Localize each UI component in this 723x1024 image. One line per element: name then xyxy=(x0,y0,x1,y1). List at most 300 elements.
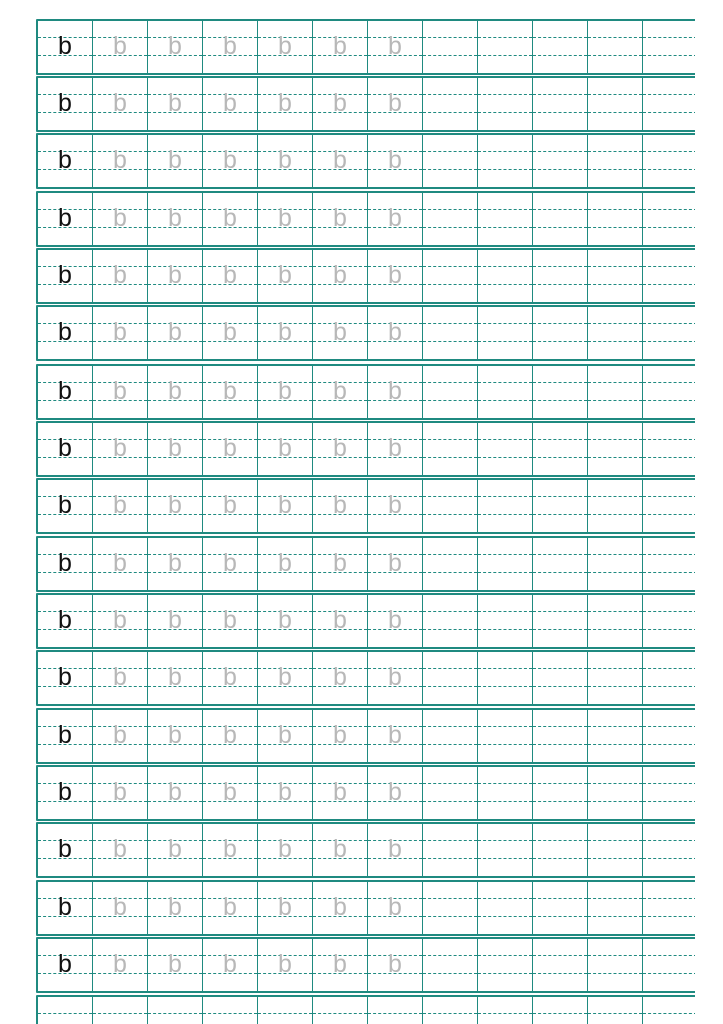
trace-cell xyxy=(93,882,148,934)
guide-line-baseline xyxy=(643,572,695,573)
guide-line-upper xyxy=(643,898,695,899)
trace-cell xyxy=(258,21,313,73)
guide-line-upper xyxy=(93,1013,147,1014)
guide-line-baseline xyxy=(643,227,695,228)
blank-practice-cell xyxy=(478,135,533,187)
guide-line-baseline xyxy=(423,686,477,687)
guide-line-upper xyxy=(423,554,477,555)
trace-letter: b xyxy=(113,146,127,174)
guide-line-upper xyxy=(423,726,477,727)
guide-line-baseline xyxy=(588,227,642,228)
trace-letter: b xyxy=(223,491,237,519)
trace-cell xyxy=(368,21,423,73)
guide-line-baseline xyxy=(478,457,532,458)
guide-line-baseline xyxy=(423,169,477,170)
trace-cell xyxy=(93,78,148,130)
model-cell xyxy=(38,710,93,762)
trace-cell xyxy=(368,824,423,876)
blank-practice-cell xyxy=(588,824,643,876)
blank-practice-cell xyxy=(533,135,588,187)
model-letter: b xyxy=(58,893,72,921)
trace-letter: b xyxy=(388,204,402,232)
guide-line-baseline xyxy=(533,629,587,630)
guide-line-baseline xyxy=(533,284,587,285)
guide-line-upper xyxy=(423,783,477,784)
guide-line-upper xyxy=(643,209,695,210)
model-letter: b xyxy=(58,261,72,289)
trace-letter: b xyxy=(223,778,237,806)
trace-cell xyxy=(203,882,258,934)
guide-line-upper xyxy=(478,382,532,383)
model-cell xyxy=(38,882,93,934)
guide-line-upper xyxy=(588,898,642,899)
model-letter: b xyxy=(58,950,72,978)
blank-practice-cell xyxy=(423,652,478,704)
blank-practice-cell xyxy=(423,595,478,647)
guide-line-upper xyxy=(423,1013,477,1014)
trace-cell xyxy=(203,135,258,187)
trace-letter: b xyxy=(113,835,127,863)
guide-line-upper xyxy=(478,783,532,784)
trace-letter: b xyxy=(388,721,402,749)
guide-line-upper xyxy=(533,209,587,210)
blank-practice-cell xyxy=(588,538,643,590)
guide-line-baseline xyxy=(423,629,477,630)
trace-letter: b xyxy=(113,204,127,232)
trace-cell xyxy=(93,135,148,187)
trace-letter: b xyxy=(113,893,127,921)
blank-practice-cell xyxy=(643,135,695,187)
trace-cell xyxy=(148,135,203,187)
trace-cell xyxy=(313,824,368,876)
trace-cell xyxy=(93,366,148,418)
guide-line-upper xyxy=(478,266,532,267)
blank-practice-cell xyxy=(478,882,533,934)
trace-cell xyxy=(148,21,203,73)
trace-letter: b xyxy=(278,721,292,749)
trace-letter: b xyxy=(278,778,292,806)
trace-letter: b xyxy=(333,606,347,634)
trace-cell xyxy=(258,78,313,130)
guide-line-baseline xyxy=(588,629,642,630)
model-letter: b xyxy=(58,663,72,691)
trace-cell xyxy=(313,135,368,187)
guide-line-upper xyxy=(588,323,642,324)
trace-cell xyxy=(148,366,203,418)
guide-line-baseline xyxy=(478,227,532,228)
guide-line-upper xyxy=(588,955,642,956)
guide-line-upper xyxy=(533,382,587,383)
guide-line-baseline xyxy=(478,284,532,285)
trace-cell xyxy=(93,710,148,762)
guide-line-baseline xyxy=(423,284,477,285)
trace-letter: b xyxy=(278,261,292,289)
model-cell xyxy=(38,939,93,991)
guide-line-upper xyxy=(478,955,532,956)
trace-cell xyxy=(258,824,313,876)
guide-line-baseline xyxy=(423,973,477,974)
blank-practice-cell xyxy=(588,250,643,302)
trace-cell xyxy=(93,824,148,876)
trace-letter: b xyxy=(278,434,292,462)
guide-line-baseline xyxy=(588,400,642,401)
guide-line-baseline xyxy=(643,169,695,170)
trace-cell xyxy=(148,423,203,475)
guide-line-upper xyxy=(478,611,532,612)
guide-line-upper xyxy=(478,209,532,210)
blank-practice-cell xyxy=(533,710,588,762)
blank-practice-cell xyxy=(533,997,588,1024)
blank-practice-cell xyxy=(588,307,643,359)
practice-row xyxy=(36,822,695,878)
blank-practice-cell xyxy=(478,538,533,590)
trace-letter: b xyxy=(278,663,292,691)
trace-cell xyxy=(203,480,258,532)
trace-letter: b xyxy=(223,663,237,691)
model-letter: b xyxy=(58,377,72,405)
trace-letter: b xyxy=(113,778,127,806)
guide-line-baseline xyxy=(478,916,532,917)
trace-letter: b xyxy=(333,261,347,289)
model-letter: b xyxy=(58,549,72,577)
blank-practice-cell xyxy=(643,595,695,647)
guide-line-baseline xyxy=(588,55,642,56)
blank-practice-cell xyxy=(533,366,588,418)
trace-cell xyxy=(313,997,368,1024)
blank-practice-cell xyxy=(643,366,695,418)
guide-line-baseline xyxy=(423,572,477,573)
blank-practice-cell xyxy=(478,366,533,418)
blank-practice-cell xyxy=(643,78,695,130)
blank-practice-cell xyxy=(423,824,478,876)
practice-row xyxy=(36,995,695,1024)
trace-letter: b xyxy=(113,261,127,289)
trace-cell xyxy=(313,423,368,475)
trace-cell xyxy=(148,78,203,130)
blank-practice-cell xyxy=(533,480,588,532)
trace-letter: b xyxy=(223,950,237,978)
blank-practice-cell xyxy=(533,652,588,704)
trace-cell xyxy=(93,423,148,475)
trace-letter: b xyxy=(333,950,347,978)
trace-cell xyxy=(258,480,313,532)
guide-line-baseline xyxy=(643,284,695,285)
trace-letter: b xyxy=(168,377,182,405)
model-cell xyxy=(38,307,93,359)
trace-cell xyxy=(258,307,313,359)
guide-line-baseline xyxy=(643,629,695,630)
trace-letter: b xyxy=(168,663,182,691)
trace-letter: b xyxy=(388,663,402,691)
guide-line-upper xyxy=(368,1013,422,1014)
trace-letter: b xyxy=(168,32,182,60)
guide-line-baseline xyxy=(588,973,642,974)
trace-cell xyxy=(203,997,258,1024)
trace-cell xyxy=(313,366,368,418)
guide-line-upper xyxy=(478,840,532,841)
trace-cell xyxy=(93,595,148,647)
trace-letter: b xyxy=(333,204,347,232)
trace-letter: b xyxy=(388,549,402,577)
trace-letter: b xyxy=(168,261,182,289)
trace-letter: b xyxy=(223,32,237,60)
blank-practice-cell xyxy=(533,423,588,475)
guide-line-baseline xyxy=(533,514,587,515)
model-cell xyxy=(38,78,93,130)
trace-letter: b xyxy=(168,778,182,806)
guide-line-baseline xyxy=(423,55,477,56)
guide-line-baseline xyxy=(478,629,532,630)
guide-line-upper xyxy=(533,898,587,899)
trace-letter: b xyxy=(113,549,127,577)
trace-cell xyxy=(368,538,423,590)
blank-practice-cell xyxy=(643,307,695,359)
blank-practice-cell xyxy=(643,480,695,532)
model-letter: b xyxy=(58,434,72,462)
blank-practice-cell xyxy=(643,767,695,819)
guide-line-upper xyxy=(423,37,477,38)
guide-line-baseline xyxy=(643,112,695,113)
trace-cell xyxy=(148,307,203,359)
blank-practice-cell xyxy=(423,78,478,130)
guide-line-baseline xyxy=(643,514,695,515)
trace-letter: b xyxy=(333,434,347,462)
trace-cell xyxy=(313,21,368,73)
blank-practice-cell xyxy=(478,939,533,991)
guide-line-baseline xyxy=(588,801,642,802)
guide-line-upper xyxy=(533,783,587,784)
blank-practice-cell xyxy=(423,366,478,418)
trace-letter: b xyxy=(113,32,127,60)
blank-practice-cell xyxy=(423,307,478,359)
trace-cell xyxy=(258,652,313,704)
trace-letter: b xyxy=(278,146,292,174)
practice-row xyxy=(36,765,695,821)
guide-line-upper xyxy=(643,37,695,38)
trace-letter: b xyxy=(168,950,182,978)
guide-line-upper xyxy=(533,496,587,497)
blank-practice-cell xyxy=(423,939,478,991)
trace-cell xyxy=(313,767,368,819)
blank-practice-cell xyxy=(588,480,643,532)
trace-letter: b xyxy=(168,606,182,634)
guide-line-upper xyxy=(423,266,477,267)
blank-practice-cell xyxy=(588,710,643,762)
trace-letter: b xyxy=(278,893,292,921)
blank-practice-cell xyxy=(478,480,533,532)
guide-line-baseline xyxy=(423,514,477,515)
blank-practice-cell xyxy=(423,423,478,475)
guide-line-upper xyxy=(533,151,587,152)
trace-letter: b xyxy=(278,32,292,60)
trace-letter: b xyxy=(278,204,292,232)
trace-letter: b xyxy=(333,663,347,691)
trace-letter: b xyxy=(333,32,347,60)
guide-line-baseline xyxy=(643,801,695,802)
model-letter: b xyxy=(58,606,72,634)
trace-cell xyxy=(203,78,258,130)
trace-cell xyxy=(203,652,258,704)
guide-line-upper xyxy=(533,1013,587,1014)
blank-practice-cell xyxy=(423,193,478,245)
trace-cell xyxy=(313,652,368,704)
guide-line-baseline xyxy=(533,457,587,458)
trace-cell xyxy=(368,250,423,302)
guide-line-upper xyxy=(588,94,642,95)
trace-letter: b xyxy=(278,491,292,519)
blank-practice-cell xyxy=(533,21,588,73)
blank-practice-cell xyxy=(478,652,533,704)
guide-line-baseline xyxy=(533,572,587,573)
trace-cell xyxy=(313,307,368,359)
trace-letter: b xyxy=(168,146,182,174)
practice-row xyxy=(36,708,695,764)
trace-cell xyxy=(148,250,203,302)
trace-letter: b xyxy=(333,721,347,749)
guide-line-upper xyxy=(203,1013,257,1014)
blank-practice-cell xyxy=(643,710,695,762)
trace-letter: b xyxy=(168,318,182,346)
trace-letter: b xyxy=(223,835,237,863)
trace-cell xyxy=(368,767,423,819)
guide-line-upper xyxy=(533,726,587,727)
trace-cell xyxy=(258,767,313,819)
trace-letter: b xyxy=(278,318,292,346)
guide-line-upper xyxy=(643,726,695,727)
trace-letter: b xyxy=(168,835,182,863)
trace-letter: b xyxy=(388,893,402,921)
guide-line-upper xyxy=(423,94,477,95)
guide-line-upper xyxy=(533,554,587,555)
guide-line-baseline xyxy=(533,227,587,228)
guide-line-upper xyxy=(588,726,642,727)
blank-practice-cell xyxy=(423,997,478,1024)
guide-line-baseline xyxy=(423,457,477,458)
model-cell xyxy=(38,652,93,704)
practice-row xyxy=(36,593,695,649)
trace-cell xyxy=(368,480,423,532)
blank-practice-cell xyxy=(533,767,588,819)
guide-line-baseline xyxy=(478,973,532,974)
guide-line-upper xyxy=(533,323,587,324)
trace-letter: b xyxy=(223,146,237,174)
blank-practice-cell xyxy=(643,824,695,876)
trace-cell xyxy=(258,939,313,991)
practice-row xyxy=(36,76,695,132)
blank-practice-cell xyxy=(478,193,533,245)
trace-cell xyxy=(368,423,423,475)
guide-line-baseline xyxy=(588,686,642,687)
blank-practice-cell xyxy=(423,710,478,762)
guide-line-upper xyxy=(533,668,587,669)
trace-cell xyxy=(93,250,148,302)
guide-line-baseline xyxy=(533,973,587,974)
trace-cell xyxy=(258,423,313,475)
trace-letter: b xyxy=(223,606,237,634)
guide-line-upper xyxy=(148,1013,202,1014)
trace-cell xyxy=(148,480,203,532)
guide-line-upper xyxy=(643,382,695,383)
trace-cell xyxy=(148,538,203,590)
guide-line-baseline xyxy=(533,801,587,802)
guide-line-upper xyxy=(588,37,642,38)
trace-letter: b xyxy=(223,377,237,405)
blank-practice-cell xyxy=(643,882,695,934)
blank-practice-cell xyxy=(478,78,533,130)
guide-line-baseline xyxy=(533,112,587,113)
blank-practice-cell xyxy=(423,882,478,934)
blank-practice-cell xyxy=(588,366,643,418)
guide-line-upper xyxy=(423,496,477,497)
trace-cell xyxy=(313,78,368,130)
trace-cell xyxy=(93,307,148,359)
trace-cell xyxy=(93,538,148,590)
trace-cell xyxy=(148,652,203,704)
trace-cell xyxy=(203,366,258,418)
blank-practice-cell xyxy=(588,193,643,245)
guide-line-baseline xyxy=(643,858,695,859)
blank-practice-cell xyxy=(643,250,695,302)
guide-line-baseline xyxy=(423,858,477,859)
trace-letter: b xyxy=(223,549,237,577)
guide-line-upper xyxy=(588,382,642,383)
trace-letter: b xyxy=(333,893,347,921)
guide-line-baseline xyxy=(423,916,477,917)
guide-line-upper xyxy=(643,266,695,267)
guide-line-upper xyxy=(313,1013,367,1014)
trace-cell xyxy=(258,366,313,418)
trace-letter: b xyxy=(388,606,402,634)
trace-cell xyxy=(313,939,368,991)
guide-line-upper xyxy=(423,439,477,440)
guide-line-baseline xyxy=(533,341,587,342)
guide-line-upper xyxy=(258,1013,312,1014)
model-letter: b xyxy=(58,318,72,346)
guide-line-upper xyxy=(588,266,642,267)
trace-cell xyxy=(203,767,258,819)
guide-line-baseline xyxy=(423,744,477,745)
trace-cell xyxy=(148,882,203,934)
trace-cell xyxy=(313,595,368,647)
trace-cell xyxy=(368,710,423,762)
practice-row xyxy=(36,880,695,936)
trace-letter: b xyxy=(388,835,402,863)
guide-line-baseline xyxy=(643,457,695,458)
guide-line-baseline xyxy=(643,686,695,687)
guide-line-baseline xyxy=(478,341,532,342)
practice-row xyxy=(36,19,695,75)
guide-line-baseline xyxy=(478,55,532,56)
trace-letter: b xyxy=(388,89,402,117)
guide-line-baseline xyxy=(478,801,532,802)
guide-line-upper xyxy=(423,382,477,383)
guide-line-upper xyxy=(643,840,695,841)
trace-letter: b xyxy=(168,549,182,577)
blank-practice-cell xyxy=(588,652,643,704)
guide-line-baseline xyxy=(533,858,587,859)
model-letter: b xyxy=(58,204,72,232)
blank-practice-cell xyxy=(423,480,478,532)
trace-cell xyxy=(368,652,423,704)
blank-practice-cell xyxy=(533,307,588,359)
blank-practice-cell xyxy=(588,882,643,934)
model-cell xyxy=(38,21,93,73)
guide-line-upper xyxy=(643,611,695,612)
trace-letter: b xyxy=(388,778,402,806)
blank-practice-cell xyxy=(643,652,695,704)
blank-practice-cell xyxy=(478,423,533,475)
guide-line-baseline xyxy=(533,400,587,401)
